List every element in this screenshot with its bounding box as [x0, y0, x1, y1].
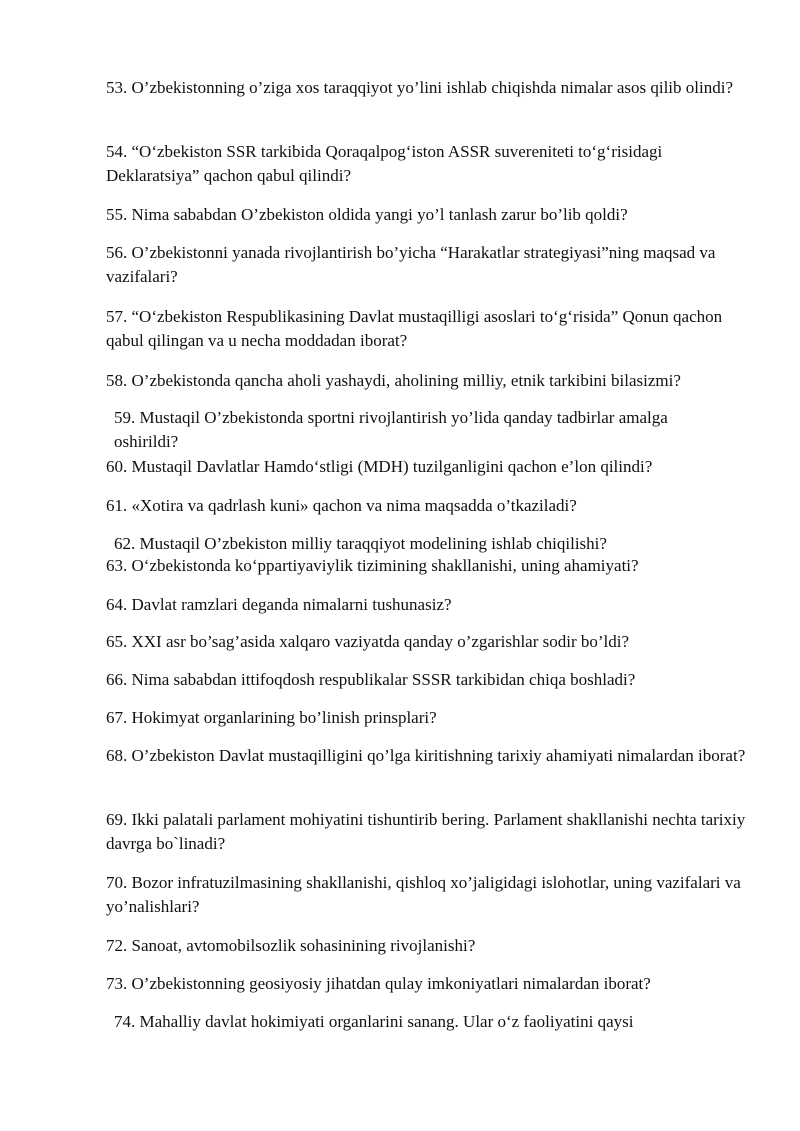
question-57: 57. “O‘zbekiston Respublikasining Davlat mustaqilligi asoslari to‘g‘risida” Qonun qachon qabul qilingan va u necha moddadan iborat? — [106, 307, 723, 350]
question-73: 73. O’zbekistonning geosiyosiy jihatdan qulay imkoniyatlari nimalardan iborat? — [106, 974, 651, 993]
question-67: 67. Hokimyat organlarining bo’linish prinsplari? — [106, 708, 437, 727]
question-53: 53. O’zbekistonning o’ziga xos taraqqiyot yo’lini ishlab chiqishda nimalar asos qilib olindi? — [106, 78, 733, 97]
question-64: 64. Davlat ramzlari deganda nimalarni tushunasiz? — [106, 595, 452, 614]
question-63: 63. O‘zbekistonda ko‘ppartiyaviylik tizimining shakllanishi, uning ahamiyati? — [106, 556, 639, 575]
question-65: 65. XXI asr bo’sag’asida xalqaro vaziyatda qanday o’zgarishlar sodir bo’ldi? — [106, 632, 630, 651]
question-70: 70. Bozor infratuzilmasining shakllanishi, qishloq xo’jaligidagi islohotlar, uning vazifalari va yo’nalishlari? — [106, 873, 741, 916]
question-59: 59. Mustaqil O’zbekistonda sportni rivojlantirish yo’lida qanday tadbirlar amalga oshirildi? — [114, 408, 668, 451]
question-61: 61. «Xotira va qadrlash kuni» qachon va nima maqsadda o’tkaziladi? — [106, 496, 577, 515]
question-62: 62. Mustaqil O’zbekiston milliy taraqqiyot modelining ishlab chiqilishi? — [114, 534, 607, 553]
question-66: 66. Nima sababdan ittifoqdosh respublikalar SSSR tarkibidan chiqa boshladi? — [106, 670, 636, 689]
question-60: 60. Mustaqil Davlatlar Hamdo‘stligi (MDH) tuzilganligini qachon e’lon qilindi? — [106, 457, 653, 476]
question-54: 54. “O‘zbekiston SSR tarkibida Qoraqalpog‘iston ASSR suvereniteti to‘g‘risidagi Deklaratsiya” qachon qabul qilindi? — [106, 142, 663, 185]
question-74: 74. Mahalliy davlat hokimiyati organlarini sanang. Ular o‘z faoliyatini qaysi — [114, 1012, 634, 1031]
question-58: 58. O’zbekistonda qancha aholi yashaydi, aholining milliy, etnik tarkibini bilasizmi? — [106, 371, 681, 390]
question-72: 72. Sanoat, avtomobilsozlik sohasinining rivojlanishi? — [106, 936, 476, 955]
question-69: 69. Ikki palatali parlament mohiyatini tishuntirib bering. Parlament shakllanishi nechta tarixiy davrga bo`linadi? — [106, 810, 746, 853]
question-55: 55. Nima sababdan O’zbekiston oldida yangi yo’l tanlash zarur bo’lib qoldi? — [106, 205, 628, 224]
question-56: 56. O’zbekistonni yanada rivojlantirish bo’yicha “Harakatlar strategiyasi”ning maqsad va vazifalari? — [106, 243, 716, 286]
question-68: 68. O’zbekiston Davlat mustaqilligini qo’lga kiritishning tarixiy ahamiyati nimalardan iborat? — [106, 746, 746, 765]
